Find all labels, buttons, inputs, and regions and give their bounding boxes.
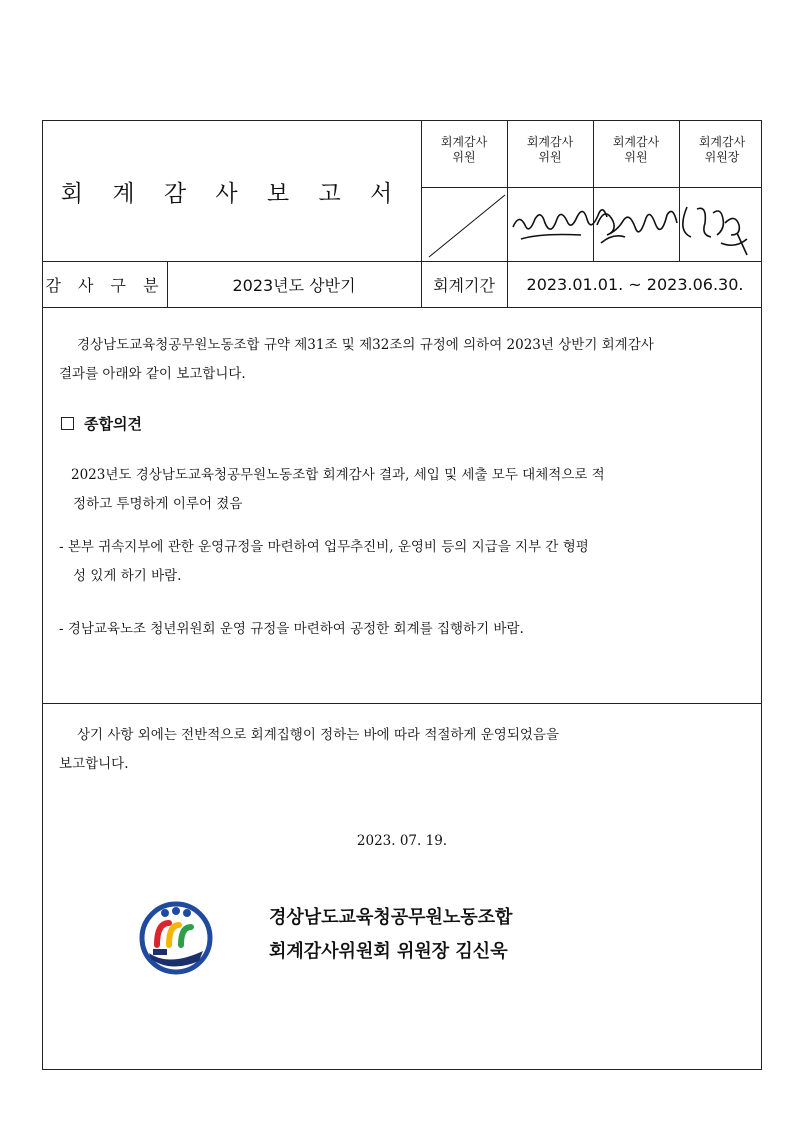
intro-line: 경상남도교육청공무원노동조합 규약 제31조 및 제32조의 규정에 의하여 2023년 상반기 회계감사 (77, 337, 654, 353)
category-label: 감 사 구 분 (45, 275, 165, 295)
checkbox-icon (61, 417, 74, 430)
divider (43, 703, 761, 704)
intro-line: 결과를 아래와 같이 보고합니다. (59, 366, 246, 382)
role-label: 회계감사 (526, 135, 574, 149)
opinion-line: 2023년도 경상남도교육청공무원노동조합 회계감사 결과, 세입 및 세출 모두 대체적으로 적 (71, 467, 605, 483)
role-label: 위원 (538, 150, 562, 164)
report-date: 2023. 07. 19. (356, 833, 448, 849)
closing-line: 보고합니다. (59, 756, 129, 772)
opinion-item-2 (59, 615, 749, 644)
signature-1 (513, 210, 607, 239)
role-label: 위원 (624, 150, 648, 164)
organization-block (269, 901, 512, 969)
blank-slash (429, 195, 505, 257)
report-title: 회 계 감 사 보 고 서 (60, 180, 404, 207)
report-frame (42, 120, 762, 1070)
section-title-text: 종합의견 (84, 415, 142, 433)
union-logo-icon (139, 901, 213, 975)
role-label: 회계감사 (612, 135, 660, 149)
role-header-1 (421, 135, 507, 165)
role-label: 위원 (452, 150, 476, 164)
opinion-line: 정하고 투명하게 이루어 졌음 (73, 496, 243, 512)
role-label: 회계감사 (440, 135, 488, 149)
item-line: 성 있게 하기 바람. (73, 568, 182, 584)
opinion-paragraph (71, 461, 751, 519)
role-label: 회계감사 (698, 135, 746, 149)
period-value: 2023.01.01. ~ 2023.06.30. (526, 274, 744, 294)
role-header-4 (679, 135, 765, 165)
organization-name: 경상남도교육청공무원노동조합 (269, 907, 513, 928)
item-line: - 본부 귀속지부에 관한 운영규정을 마련하여 업무추진비, 운영비 등의 지급을 지부 간 형평 (59, 539, 589, 555)
opinion-item-1 (59, 533, 749, 591)
signature-3 (683, 207, 747, 255)
closing-paragraph (59, 721, 749, 779)
role-label: 위원장 (704, 150, 740, 164)
closing-line: 상기 사항 외에는 전반적으로 회계집행이 정하는 바에 따라 적절하게 운영되었음을 (77, 727, 560, 743)
divider (43, 307, 761, 308)
role-header-3 (593, 135, 679, 165)
intro-paragraph (59, 331, 749, 389)
signature-2 (597, 211, 677, 243)
section-heading (61, 413, 142, 434)
role-header-2 (507, 135, 593, 165)
signer-name: 회계감사위원회 위원장 김신욱 (269, 941, 508, 962)
category-value: 2023년도 상반기 (232, 275, 356, 295)
period-label: 회계기간 (433, 275, 495, 295)
item-line: - 경남교육노조 청년위원회 운영 규정을 마련하여 공정한 회계를 집행하기 바람. (59, 621, 524, 637)
signature-area (421, 187, 763, 261)
